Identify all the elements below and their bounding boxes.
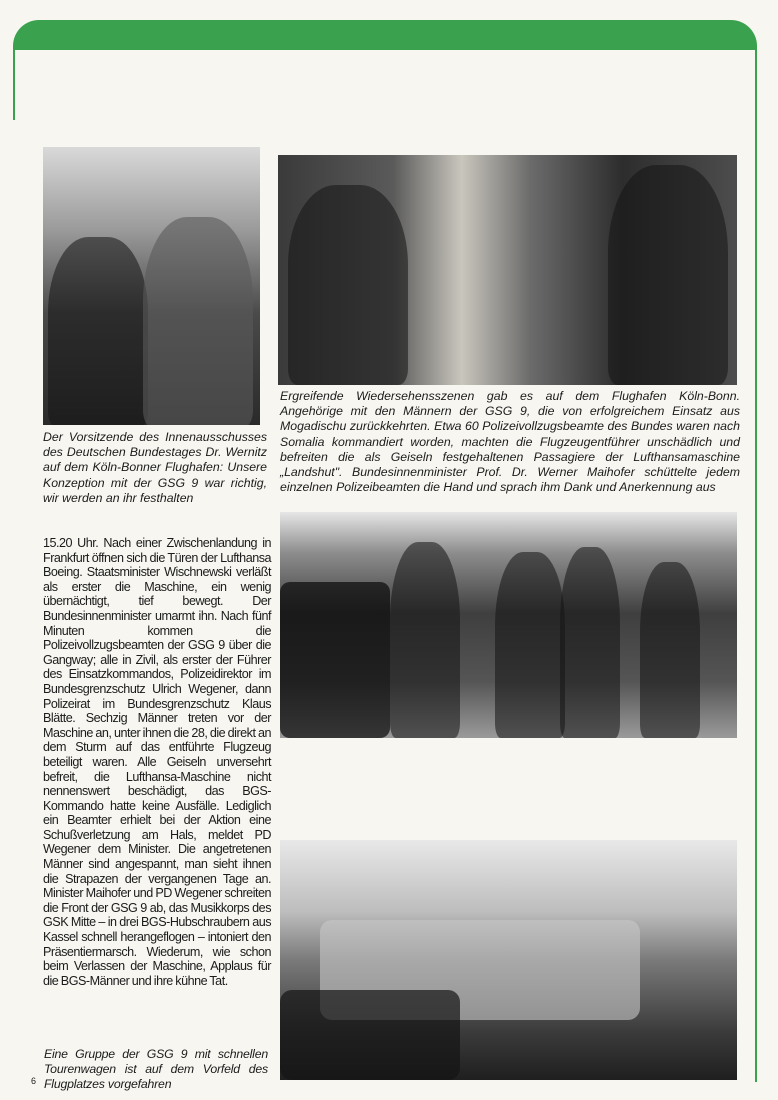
photo-reunion-scene [278, 155, 737, 385]
photo-figure [390, 542, 460, 738]
photo-figure [143, 217, 253, 425]
caption-wernitz: Der Vorsitzende des Innenausschusses des Deutschen Bundestages Dr. Wernitz auf dem Köln-Bonner Flughafen: Unsere Konzeption mit der GSG 9 war richtig, wir werden an ihr festhalten [43, 430, 267, 505]
photo-figure [48, 237, 148, 425]
photo-figure [495, 552, 565, 738]
page-number: 6 [31, 1076, 37, 1086]
photo-car [280, 582, 390, 738]
photo-figure [288, 185, 408, 385]
photo-figure [560, 547, 620, 738]
caption-cars: Eine Gruppe der GSG 9 mit schnellen Tourenwagen ist auf dem Vorfeld des Flugplatzes vorgefahren [44, 1047, 268, 1092]
photo-figure [640, 562, 700, 738]
photo-wernitz-airport [43, 147, 260, 425]
photo-car [280, 990, 460, 1080]
article-body: 15.20 Uhr. Nach einer Zwischenlandung in Frankfurt öffnen sich die Türen der Lufthansa Boeing. Staatsminister Wischnewski verläßt als erster die Maschine, ein wenig übernächtigt, tief bewegt. Der Bundesinnenminister umarmt ihn. Nach fünf Minuten kommen die Polizeivollzugsbeamten der GSG 9 über die Gangway; alle in Zivil, als erster der Führer des Einsatzkommandos, Polizeidirektor im Bundesgrenzschutz Ulrich Wegener, dann Polizeirat im Bundesgrenzschutz Klaus Blätte. Sechzig Männer treten vor der Maschine an, unter ihnen die 28, die direkt an dem Sturm auf das entführte Flugzeug beteiligt waren. Alle Geiseln unversehrt befreit, die Lufthansa-Maschine nicht nennenswert beschädigt, das BGS-Kommando hatte keine Ausfälle. Lediglich ein Beamter erhielt bei der Aktion eine Schußverletzung am Hals, meldet PD Wegener dem Minister. Die angetretenen Männer sind angespannt, man sieht ihnen die Strapazen der vergangenen Tage an. Minister Maihofer und PD Wegener schreiten die Front der GSG 9 ab, das Musikkorps des GSK Mitte – in drei BGS-Hubschraubern aus Kassel schnell herangeflogen – intoniert den Präsentiermarsch. Wiederum, wie schon beim Verlassen der Maschine, Applaus für die BGS-Männer und ihre kühne Tat. [43, 536, 271, 988]
caption-reunion: Ergreifende Wiedersehensszenen gab es auf dem Flughafen Köln-Bonn. Angehörige mit den Männern der GSG 9, die von erfolgreichem Einsatz aus Mogadischu zurückkehrten. Etwa 60 Polizeivollzugsbeamte des Bundes waren nach Somalia kommandiert worden, machten die Flugzeugentführer unschädlich und befreiten die als Geiseln festgehaltenen Passagiere der Lufthansamaschine „Landshut". Bundesinnenminister Prof. Dr. Werner Maihofer schüttelte jedem einzelnen Polizeibeamten die Hand und sprach ihm Dank und Anerkennung aus [280, 389, 740, 495]
photo-gsg9-cars [280, 840, 737, 1080]
photo-figure [608, 165, 728, 385]
frame-mask [10, 120, 18, 1100]
photo-gsg9-soldiers [280, 512, 737, 738]
